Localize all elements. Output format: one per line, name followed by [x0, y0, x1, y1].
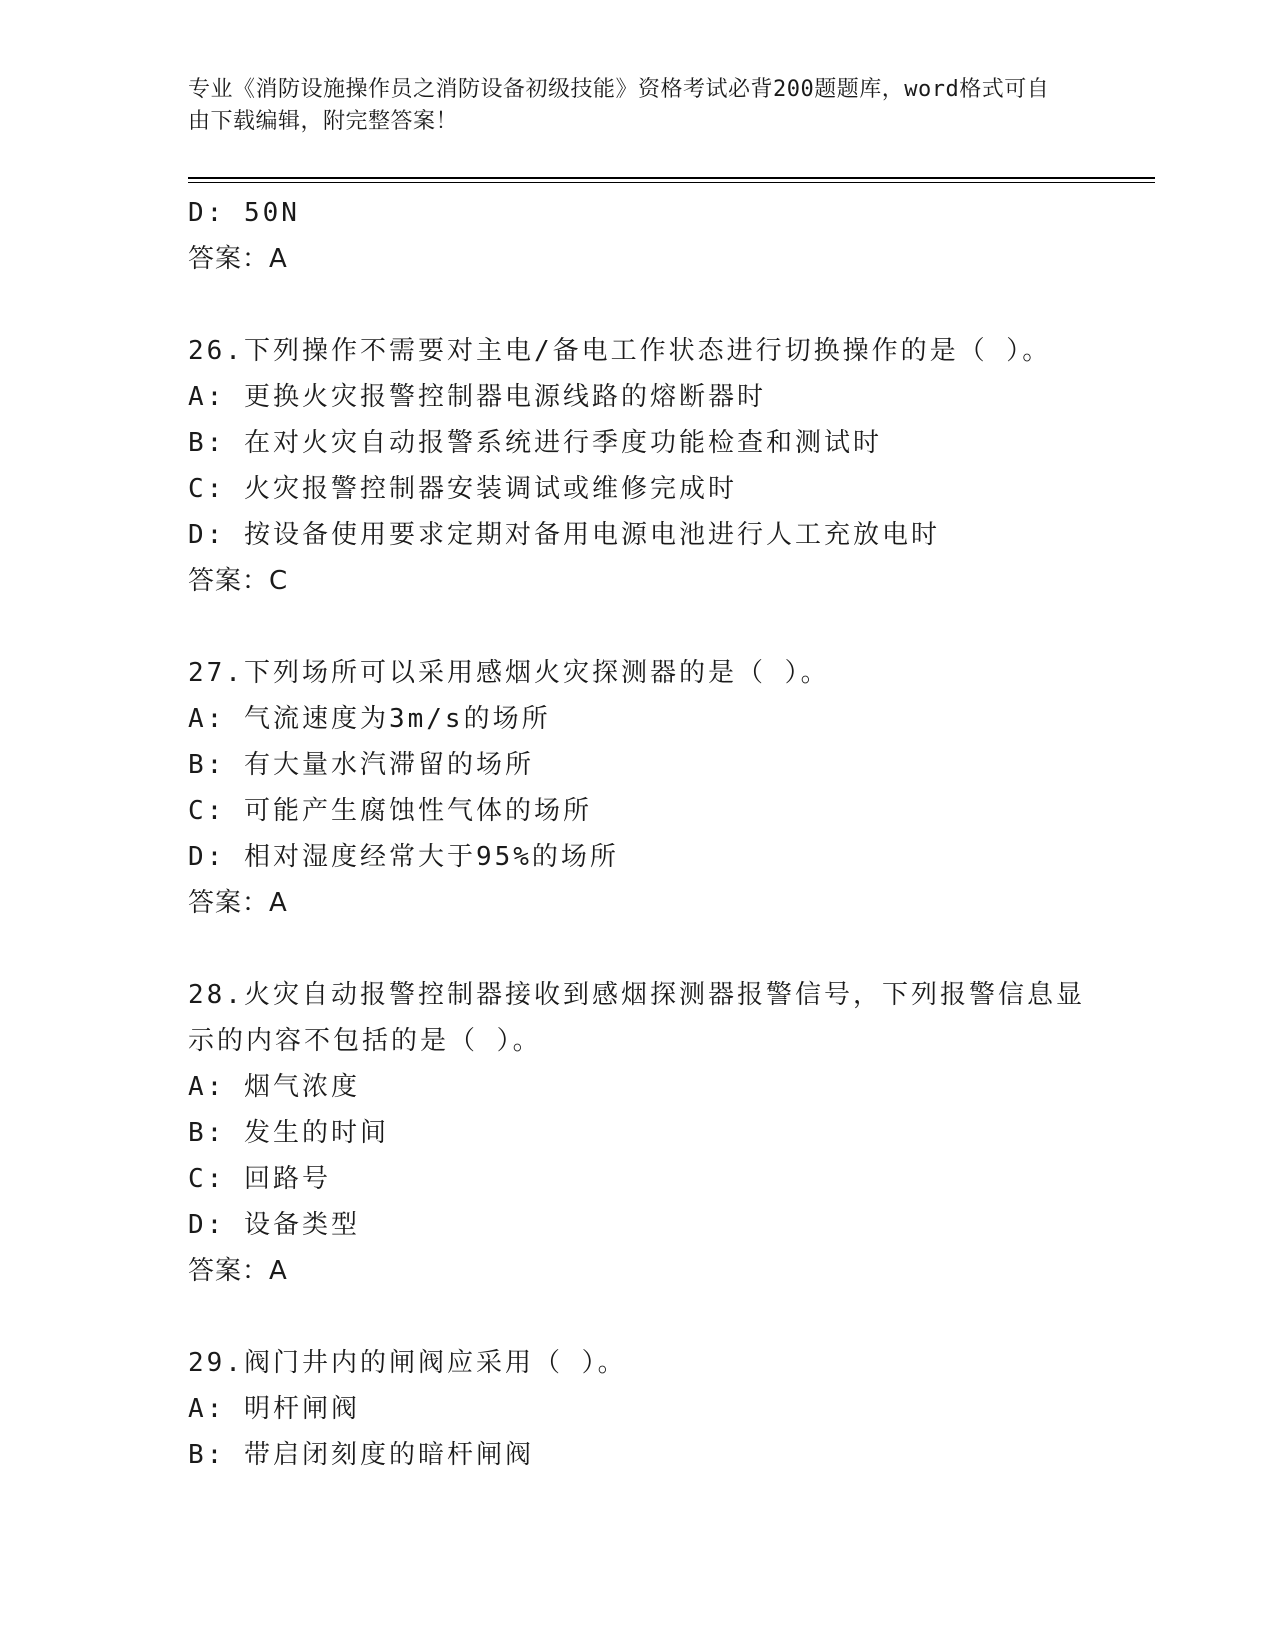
- option-d: D: 设备类型: [188, 1210, 360, 1240]
- option-c: C: 回路号: [188, 1164, 331, 1194]
- option-c: C: 火灾报警控制器安装调试或维修完成时: [188, 474, 737, 504]
- option-d: D: 相对湿度经常大于95%的场所: [188, 842, 619, 872]
- question-stem: 29.阀门井内的闸阀应采用（ ）。: [188, 1348, 627, 1378]
- question-stem: 26.下列操作不需要对主电/备电工作状态进行切换操作的是（ ）。: [188, 336, 1052, 366]
- question-29: [188, 1340, 1088, 1478]
- option-b: B: 有大量水汽滞留的场所: [188, 750, 534, 780]
- header-rule-thin: [188, 182, 1155, 183]
- option-d: D: 50N: [188, 198, 300, 228]
- question-content: [188, 190, 1088, 1478]
- option-b: B: 带启闭刻度的暗杆闸阀: [188, 1440, 534, 1470]
- answer-label: 答案：A: [188, 1256, 288, 1286]
- question-stem: 27.下列场所可以采用感烟火灾探测器的是（ ）。: [188, 658, 830, 688]
- question-26: [188, 328, 1088, 604]
- header-rule-thick: [188, 177, 1155, 179]
- question-27: [188, 650, 1088, 926]
- answer-label: 答案：A: [188, 244, 288, 274]
- option-a: A: 明杆闸阀: [188, 1394, 360, 1424]
- option-a: A: 气流速度为3m/s的场所: [188, 704, 551, 734]
- option-a: A: 更换火灾报警控制器电源线路的熔断器时: [188, 382, 766, 412]
- option-a: A: 烟气浓度: [188, 1072, 360, 1102]
- question-28: [188, 972, 1088, 1294]
- option-d: D: 按设备使用要求定期对备用电源电池进行人工充放电时: [188, 520, 940, 550]
- question-stem: 28.火灾自动报警控制器接收到感烟探测器报警信号，下列报警信息显示的内容不包括的是（ ）。: [188, 980, 1085, 1056]
- option-b: B: 发生的时间: [188, 1118, 389, 1148]
- answer-label: 答案：A: [188, 888, 288, 918]
- option-c: C: 可能产生腐蚀性气体的场所: [188, 796, 592, 826]
- answer-label: 答案：C: [188, 566, 289, 596]
- option-b: B: 在对火灾自动报警系统进行季度功能检查和测试时: [188, 428, 882, 458]
- document-header: 专业《消防设施操作员之消防设备初级技能》资格考试必背200题题库，word格式可自由下载编辑，附完整答案！: [188, 77, 1050, 134]
